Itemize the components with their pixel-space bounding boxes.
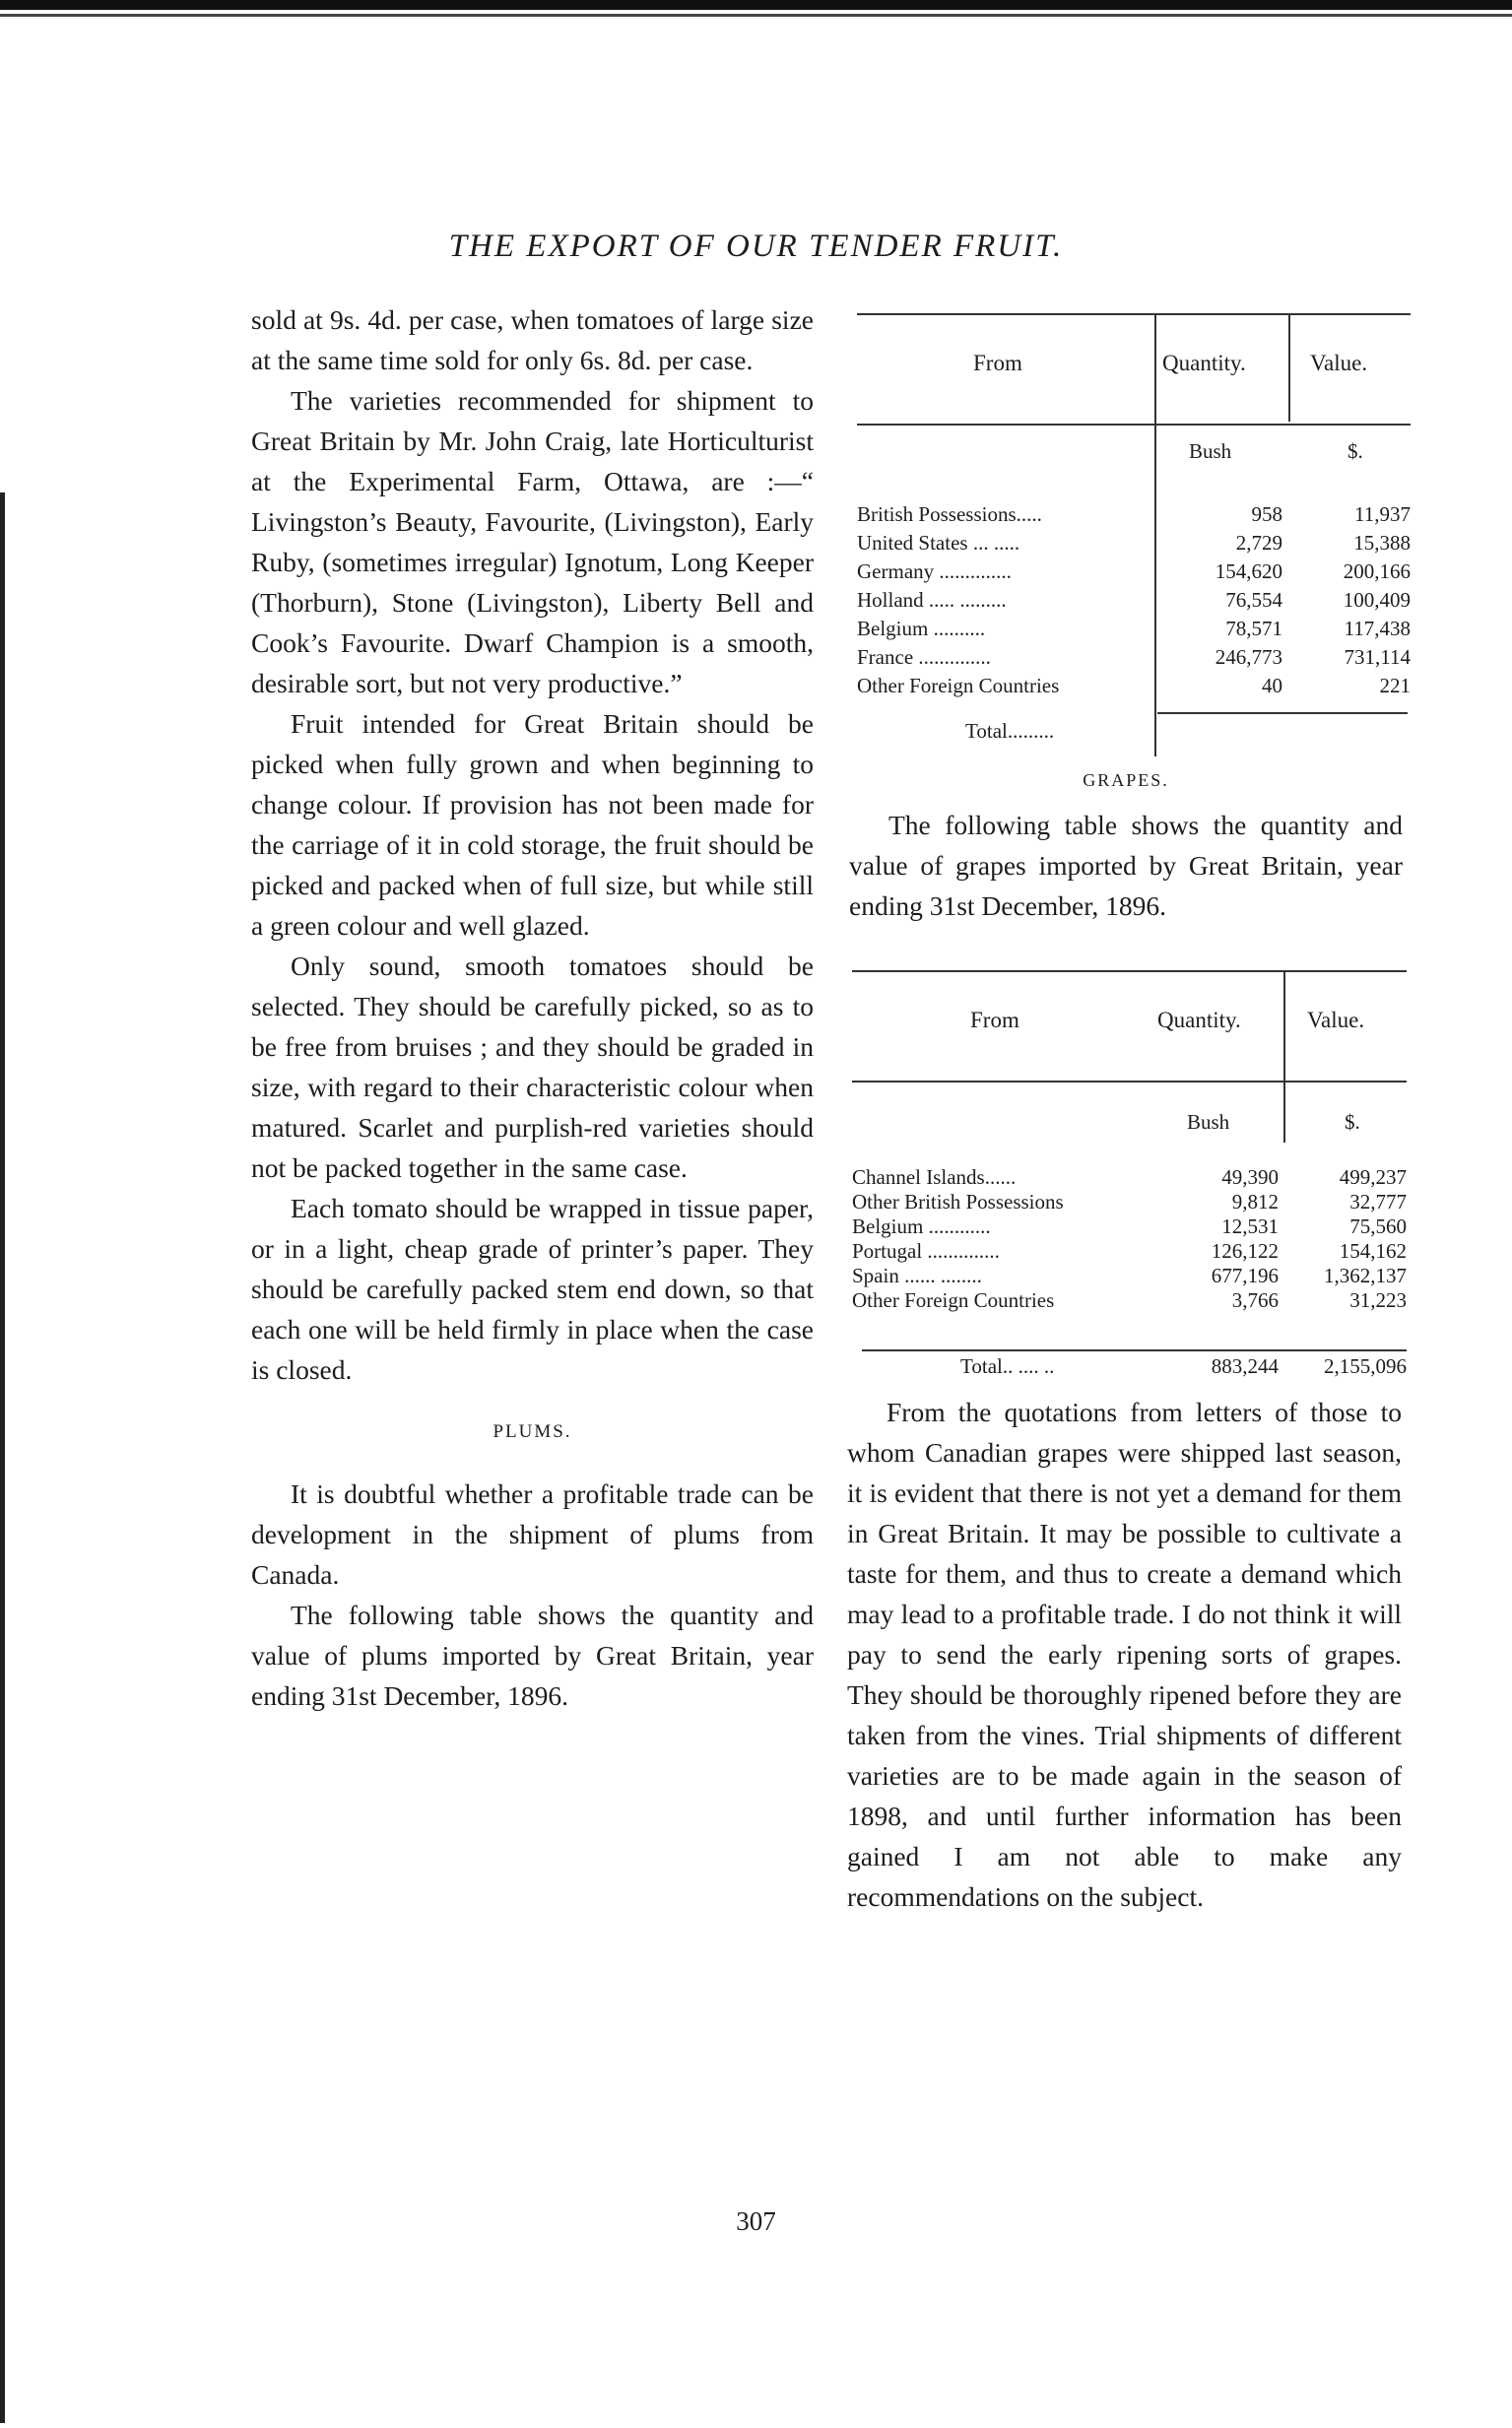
paragraph: The varieties recommended for shipment to Great Britain by Mr. John Craig, late Horticulturist at the Experimental Farm, Ottawa, are :—“ Livingston’s Beauty, Favourite, (Livingston), Early Ruby, (sometimes irregular) Ignotum, Long Keeper (Thorburn), Stone (Livingston), Liberty Bell and Cook’s Favourite. Dwarf Champion is a smooth, desirable sort, but not very productive.” bbox=[251, 385, 814, 698]
paragraph: Fruit intended for Great Britain should be picked when fully grown and when beginning to change colour. If provision has not been made for the carriage of it in cold storage, the fruit should be picked and packed when of full size, but while still a green colour and well glazed. bbox=[251, 708, 814, 941]
table-row bbox=[857, 615, 1411, 642]
cell-quantity: 677,196 bbox=[1211, 1264, 1279, 1287]
cell-from: France .............. bbox=[857, 645, 991, 669]
paragraph: sold at 9s. 4d. per case, when tomatoes of large size at the same time sold for only 6s. 8d. per case. bbox=[251, 304, 814, 375]
header-from: From bbox=[970, 1008, 1019, 1032]
cell-value: 15,388 bbox=[1353, 531, 1411, 555]
total-label: Total......... bbox=[965, 719, 1055, 743]
cell-quantity: 49,390 bbox=[1221, 1165, 1279, 1189]
cell-from: British Possessions..... bbox=[857, 502, 1042, 526]
table-row bbox=[852, 1163, 1407, 1191]
plums-table bbox=[857, 313, 1411, 756]
header-value: Value. bbox=[1310, 351, 1368, 375]
grapes-commentary bbox=[847, 1392, 1402, 1917]
table-row bbox=[857, 643, 1411, 671]
table-row bbox=[852, 1286, 1407, 1314]
total-quantity: 883,244 bbox=[1211, 1354, 1279, 1378]
table-row bbox=[852, 1237, 1407, 1265]
cell-from: Channel Islands...... bbox=[852, 1165, 1017, 1189]
total-label: Total.. .... .. bbox=[960, 1354, 1055, 1378]
page-left-edge bbox=[0, 492, 5, 2423]
header-quantity: Quantity. bbox=[1162, 351, 1246, 375]
table-header bbox=[857, 313, 1411, 426]
cell-value: 75,560 bbox=[1349, 1214, 1407, 1238]
grapes-table bbox=[852, 970, 1407, 1379]
cell-quantity: 154,620 bbox=[1215, 559, 1282, 583]
page-title: THE EXPORT OF OUR TENDER FRUIT. bbox=[448, 229, 1064, 264]
paragraph: Each tomato should be wrapped in tissue paper, or in a light, cheap grade of printer’s paper. They should be carefully packed stem end down, so that each one will be held firmly in place when the case is closed. bbox=[251, 1193, 814, 1385]
cell-quantity: 12,531 bbox=[1221, 1214, 1279, 1238]
cell-value: 117,438 bbox=[1344, 617, 1411, 640]
section-heading-grapes: GRAPES. bbox=[1083, 770, 1169, 790]
cell-from: Germany .............. bbox=[857, 559, 1012, 583]
table-header bbox=[852, 970, 1407, 1083]
cell-from: Other British Possessions bbox=[852, 1190, 1064, 1214]
table-row bbox=[852, 1213, 1407, 1240]
cell-value: 731,114 bbox=[1344, 645, 1411, 669]
cell-value: 221 bbox=[1379, 674, 1411, 697]
paragraph: The following table shows the quantity and value of plums imported by Great Britain, year ending 31st December, 1896. bbox=[251, 1600, 814, 1711]
table-row bbox=[852, 1262, 1407, 1289]
page-number: 307 bbox=[736, 2206, 776, 2236]
section-heading-plums: PLUMS. bbox=[493, 1421, 572, 1442]
table-row bbox=[852, 1188, 1407, 1215]
cell-value: 100,409 bbox=[1343, 588, 1411, 612]
cell-from: Portugal .............. bbox=[852, 1239, 1000, 1263]
table-row bbox=[857, 586, 1411, 614]
cell-from: Belgium ............ bbox=[852, 1214, 991, 1238]
cell-from: Other Foreign Countries bbox=[852, 1288, 1055, 1312]
column-divider bbox=[1288, 313, 1290, 422]
cell-quantity: 126,122 bbox=[1211, 1239, 1279, 1263]
cell-value: 200,166 bbox=[1343, 559, 1411, 583]
cell-quantity: 2,729 bbox=[1235, 531, 1282, 555]
header-quantity: Quantity. bbox=[1157, 1008, 1241, 1032]
table-row bbox=[857, 672, 1411, 699]
total-value: 2,155,096 bbox=[1324, 1354, 1407, 1378]
cell-value: 31,223 bbox=[1349, 1288, 1407, 1312]
cell-value: 499,237 bbox=[1339, 1165, 1407, 1189]
cell-from: Spain ...... ........ bbox=[852, 1264, 982, 1287]
cell-quantity: 78,571 bbox=[1225, 617, 1282, 640]
total-rule bbox=[862, 1349, 1407, 1351]
unit-value: $. bbox=[1348, 439, 1363, 463]
cell-quantity: 76,554 bbox=[1225, 588, 1282, 612]
table-row bbox=[857, 529, 1411, 557]
header-value: Value. bbox=[1307, 1008, 1365, 1032]
cell-value: 11,937 bbox=[1354, 502, 1411, 526]
unit-quantity: Bush bbox=[1189, 439, 1232, 463]
cell-value: 32,777 bbox=[1349, 1190, 1407, 1214]
paragraph: From the quotations from letters of those to whom Canadian grapes were shipped last season, it is evident that there is not yet a demand for them in Great Britain. It may be possible to cultivate a taste for them, and thus to create a demand which may lead to a profitable trade. I do not think it will pay to send the early ripening sorts of grapes. They should be thoroughly ripened before they are taken from the vines. Trial shipments of different varieties are to be made again in the season of 1898, and until further information has been gained I am not able to make any recommendations on the subject. bbox=[847, 1397, 1402, 1912]
paragraph: The following table shows the quantity and value of grapes imported by Great Britain, year ending 31st December, 1896. bbox=[849, 810, 1403, 921]
cell-from: Belgium .......... bbox=[857, 617, 986, 640]
cell-quantity: 958 bbox=[1251, 502, 1282, 526]
page-top-edge bbox=[0, 0, 1512, 10]
paragraph: It is doubtful whether a profitable trade can be development in the shipment of plums from Canada. bbox=[251, 1478, 814, 1590]
cell-value: 1,362,137 bbox=[1324, 1264, 1407, 1287]
paragraph: Only sound, smooth tomatoes should be selected. They should be carefully picked, so as to be free from bruises ; and they should be graded in size, with regard to their characteristic colour when matured. Scarlet and purplish-red varieties should not be packed together in the same case. bbox=[251, 951, 814, 1183]
table-row bbox=[857, 500, 1411, 528]
left-column bbox=[251, 299, 814, 1716]
cell-quantity: 246,773 bbox=[1215, 645, 1282, 669]
cell-from: United States ... ..... bbox=[857, 531, 1020, 555]
cell-quantity: 9,812 bbox=[1231, 1190, 1279, 1214]
cell-from: Other Foreign Countries bbox=[857, 674, 1060, 697]
table-row bbox=[857, 558, 1411, 585]
cell-value: 154,162 bbox=[1339, 1239, 1407, 1263]
cell-quantity: 3,766 bbox=[1231, 1288, 1279, 1312]
grapes-intro bbox=[849, 805, 1403, 926]
unit-quantity: Bush bbox=[1187, 1110, 1230, 1134]
cell-quantity: 40 bbox=[1262, 674, 1282, 697]
cell-from: Holland ..... ......... bbox=[857, 588, 1007, 612]
total-rule bbox=[1157, 712, 1408, 714]
column-divider bbox=[1283, 970, 1285, 1143]
header-from: From bbox=[973, 351, 1022, 375]
page-top-edge-shadow bbox=[0, 14, 1512, 17]
unit-value: $. bbox=[1345, 1110, 1360, 1134]
